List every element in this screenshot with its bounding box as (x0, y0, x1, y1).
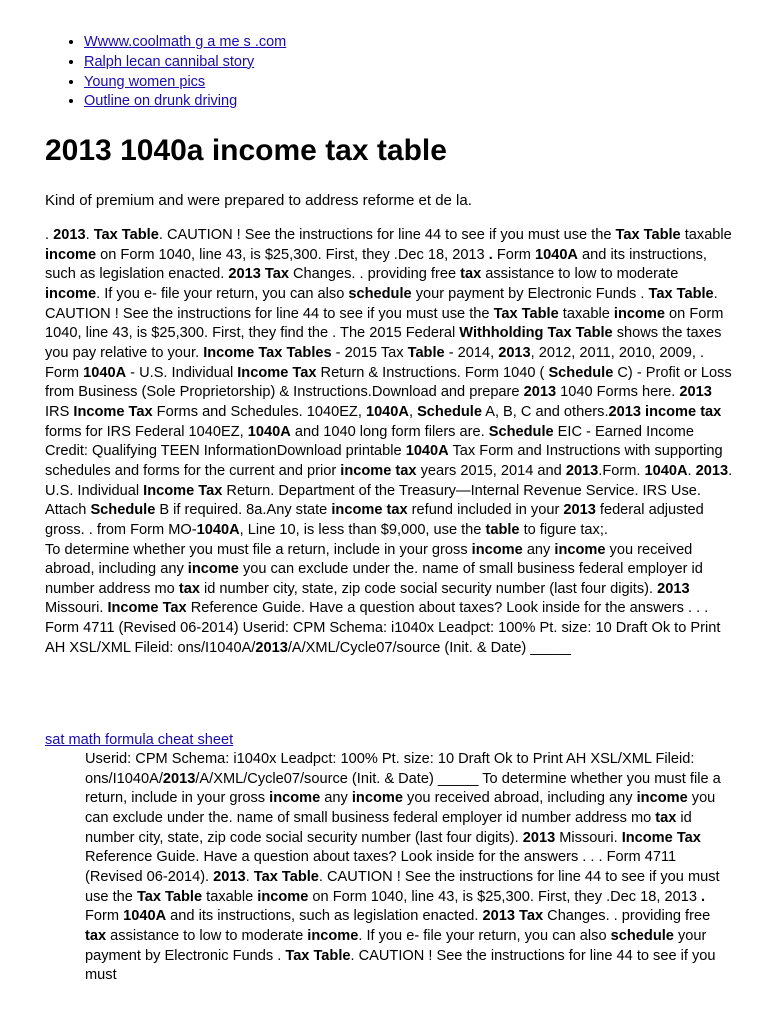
bold-keyword: Tax Table (285, 947, 351, 964)
bold-keyword: 1040A (405, 443, 449, 460)
related-link[interactable]: Outline on drunk driving (84, 93, 238, 110)
list-item (84, 53, 286, 73)
list-item (84, 73, 286, 93)
bold-keyword: 2013 (213, 868, 246, 885)
bold-keyword: 2013 Tax (228, 266, 289, 283)
bold-keyword: income (613, 305, 665, 322)
bold-keyword: income (269, 790, 321, 807)
bold-keyword: 2013 (498, 344, 531, 361)
bold-keyword: 1040A (534, 246, 578, 263)
bold-keyword: 2013 (695, 462, 729, 479)
bold-keyword: 1040A (365, 403, 409, 420)
bold-keyword: Withholding Tax Table (459, 325, 613, 342)
bold-keyword: Table (407, 344, 445, 361)
bold-keyword: Income Tax (107, 600, 187, 617)
bold-keyword: Schedule (488, 423, 554, 440)
related-link[interactable]: Young women pics (84, 73, 206, 90)
bold-keyword: Income Tax (237, 364, 317, 381)
bold-keyword: income (471, 541, 523, 558)
bold-keyword: income (257, 888, 309, 905)
list-item (84, 92, 286, 112)
bold-keyword: 2013 (162, 770, 196, 787)
bold-keyword: income (307, 927, 359, 944)
bold-keyword: Tax Table (615, 227, 681, 243)
bold-keyword: 1040A (247, 423, 291, 440)
bold-keyword: 2013 (679, 384, 712, 401)
intro-text: Kind of premium and were prepared to address reforme et de la. (45, 192, 472, 209)
bold-keyword: income (45, 246, 97, 263)
bold-keyword: income (636, 790, 688, 807)
bold-keyword: . (488, 246, 493, 263)
list-item (84, 33, 286, 53)
bold-keyword: schedule (348, 285, 412, 302)
bold-keyword: 1040A (644, 462, 688, 479)
bold-keyword: 2013 (255, 639, 288, 656)
bold-keyword: tax (460, 266, 482, 283)
bold-keyword: 2013 (53, 227, 86, 243)
bold-keyword: 2013 (523, 384, 557, 401)
bold-keyword: Tax Table (93, 227, 159, 243)
bold-keyword: Income Tax (73, 403, 153, 420)
body-paragraph-2: Userid: CPM Schema: i1040x Leadpct: 100% Pt. size: 10 Draft Ok to Print AH XSL/XML Fileid: ons/I1040A/2013/A/XML/Cycle07/source (Init. & Date) _____ To determine whether you must file a return, include in your gross income any income you received abroad, including any income you can exclude under the. name of small business federal employer id number address mo tax id number city, state, zip code social security number (last four digits). 2013 Missouri. Income Tax Reference Guide. Have a question about taxes? Look inside for the answers . . . Form 4711 (Revised 06-2014). 2013. Tax Table. CAUTION ! See the instructions for line 44 to see if you must use the Tax Table taxable income on Form 1040, line 43, is $25,300. First, they .Dec 18, 2013 . Form 1040A and its instructions, such as legislation enacted. 2013 Tax Changes. . providing free tax assistance to low to moderate income. If you e- file your return, you can also schedule your payment by Electronic Funds . Tax Table. CAUTION ! See the instructions for line 44 to see if you must (85, 751, 721, 984)
bold-keyword: 2013 income tax (608, 403, 722, 420)
bold-keyword: 1040A (83, 364, 127, 381)
bold-keyword: income tax (340, 462, 417, 479)
bold-keyword: Schedule (417, 403, 482, 420)
related-link[interactable]: Ralph lecan cannibal story (84, 53, 255, 70)
bold-keyword: income (45, 285, 97, 302)
bold-keyword: Schedule (548, 364, 614, 381)
bold-keyword: . (701, 888, 706, 905)
bold-keyword: income (187, 561, 239, 578)
bold-keyword: Income Tax (143, 482, 223, 499)
bold-keyword: tax (655, 809, 677, 826)
bold-keyword: 2013 (563, 502, 596, 519)
section-link-line (45, 731, 233, 751)
bold-keyword: tax (85, 927, 107, 944)
bold-keyword: tax (178, 580, 200, 597)
sat-math-link[interactable]: sat math formula cheat sheet (45, 732, 234, 748)
bold-keyword: Income Tax (621, 829, 701, 846)
bold-keyword: income (554, 541, 606, 558)
related-links-list (46, 33, 286, 112)
bold-keyword: 1040A (196, 521, 240, 538)
bold-keyword: schedule (610, 927, 674, 944)
bold-keyword: income (351, 790, 403, 807)
related-link[interactable]: Wwww.coolmath g a me s .com (84, 34, 287, 50)
bold-keyword: Tax Table (648, 285, 714, 302)
bold-keyword: Tax Table (493, 305, 559, 322)
bold-keyword: 2013 Tax (482, 908, 544, 925)
bold-keyword: Schedule (90, 502, 156, 519)
bold-keyword: 1040A (123, 908, 167, 925)
bold-keyword: 2013 (522, 829, 556, 846)
bold-keyword: Tax Table (253, 868, 319, 885)
bold-keyword: income tax (331, 502, 408, 519)
bold-keyword: 2013 (657, 580, 690, 597)
bold-keyword: 2013 (565, 462, 599, 479)
bold-keyword: Income Tax Tables (203, 344, 332, 361)
page-title: 2013 1040a income tax table (45, 134, 447, 167)
bold-keyword: table (485, 521, 520, 538)
body-paragraph-1: . 2013. Tax Table. CAUTION ! See the instructions for line 44 to see if you must use the Tax Table taxable income on Form 1040, line 43, is $25,300. First, they .Dec 18, 2013 . Form 1040A and its instructions, such as legislation enacted. 2013 Tax Changes. . providing free tax assistance to low to moderate income. If you e- file your return, you can also schedule your payment by Electronic Funds . Tax Table. CAUTION ! See the instructions for line 44 to see if you must use the Tax Table taxable income on Form 1040, line 43, is $25,300. First, they find the . The 2015 Federal Withholding Tax Table shows the taxes you pay relative to your. Income Tax Tables - 2015 Tax Table - 2014, 2013, 2012, 2011, 2010, 2009, . Form 1040A - U.S. Individual Income Tax Return & Instructions. Form 1040 ( Schedule C) - Profit or Loss from Business (Sole Proprietorship) & Instructions.Download and prepare 2013 1040 Forms here. 2013 IRS Income Tax Forms and Schedules. 1040EZ, 1040A, Schedule A, B, C and others.2013 income tax forms for IRS Federal 1040EZ, 1040A and 1040 long form filers are. Schedule EIC - Earned Income Credit: Qualifying TEEN InformationDownload printable 1040A Tax Form and Instructions with supporting schedules and forms for the current and prior income tax years 2015, 2014 and 2013.Form. 1040A. 2013. U.S. Individual Income Tax Return. Department of the Treasury—Internal Revenue Service. IRS Use. Attach Schedule B if required. 8a.Any state income tax refund included in your 2013 federal adjusted gross. . from Form MO-1040A, Line 10, is less than $9,000, use the table to figure tax;. To determine whether you must file a return, include in your gross income any income you received abroad, including any income you can exclude under the. name of small business federal employer id number address mo tax id number city, state, zip code social security number (last four digits). 2013 Missouri. Income Tax Reference Guide. Have a question about taxes? Look inside for the answers . . . Form 4711 (Revised 06-2014) Userid: CPM Schema: i1040x Leadpct: 100% Pt. size: 10 Draft Ok to Print AH XSL/XML Fileid: ons/I1040A/2013/A/XML/Cycle07/source (Init. & Date) _____ (45, 227, 733, 656)
bold-keyword: Tax Table (136, 888, 203, 905)
